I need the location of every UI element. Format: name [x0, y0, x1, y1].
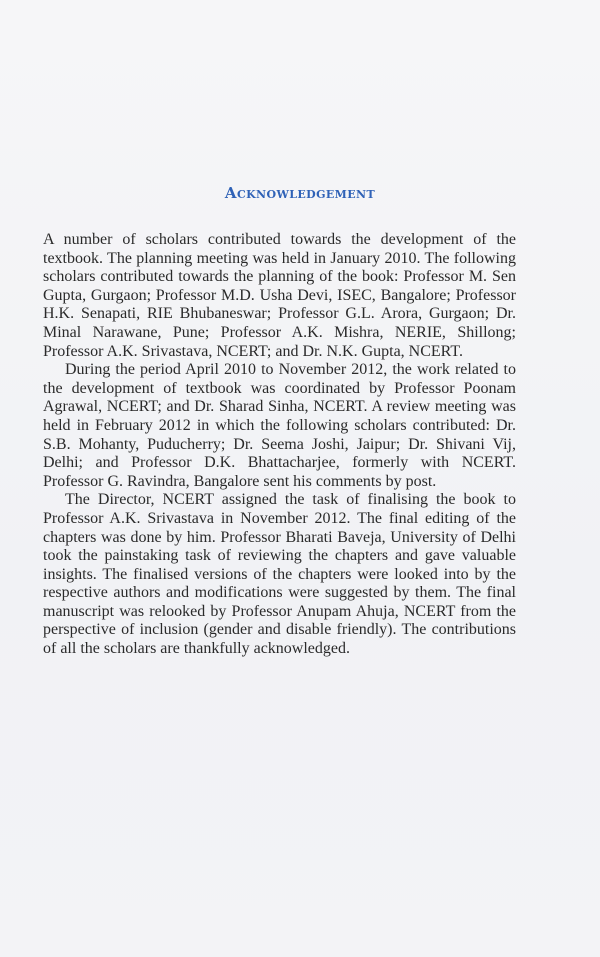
- paragraph-2: During the period April 2010 to November 2012, the work related to the development of textbook was coordinated by Professor Poonam Agrawal, NCERT; and Dr. Sharad Sinha, NCERT. A review meeting was held in February 2012 in which the following scholars contributed: Dr. S.B. Mohanty, Puducherry; Dr. Seema Joshi, Jaipur; Dr. Shivani Vij, Delhi; and Professor D.K. Bhattacharjee, formerly with NCERT. Professor G. Ravindra, Bangalore sent his comments by post.: [43, 361, 516, 490]
- paragraph-1: A number of scholars contributed towards the development of the textbook. The planning meeting was held in January 2010. The following scholars contributed towards the planning of the book: Professor M. Sen Gupta, Gurgaon; Professor M.D. Usha Devi, ISEC, Bangalore; Professor H.K. Senapati, RIE Bhubaneswar; Professor G.L. Arora, Gurgaon; Dr. Minal Narawane, Pune; Professor A.K. Mishra, NERIE, Shillong; Professor A.K. Srivastava, NCERT; and Dr. N.K. Gupta, NCERT.: [43, 231, 516, 360]
- paragraph-3: The Director, NCERT assigned the task of finalising the book to Professor A.K. Srivastava in November 2012. The final editing of the chapters was done by him. Professor Bharati Baveja, University of Delhi took the painstaking task of reviewing the chapters and gave valuable insights. The finalised versions of the chapters were looked into by the respective authors and modifications were suggested by them. The final manuscript was relooked by Professor Anupam Ahuja, NCERT from the perspective of inclusion (gender and disable friendly). The contributions of all the scholars are thankfully acknowledged.: [43, 491, 516, 658]
- page-title: Acknowledgement: [224, 184, 376, 202]
- acknowledgement-body: [43, 231, 516, 659]
